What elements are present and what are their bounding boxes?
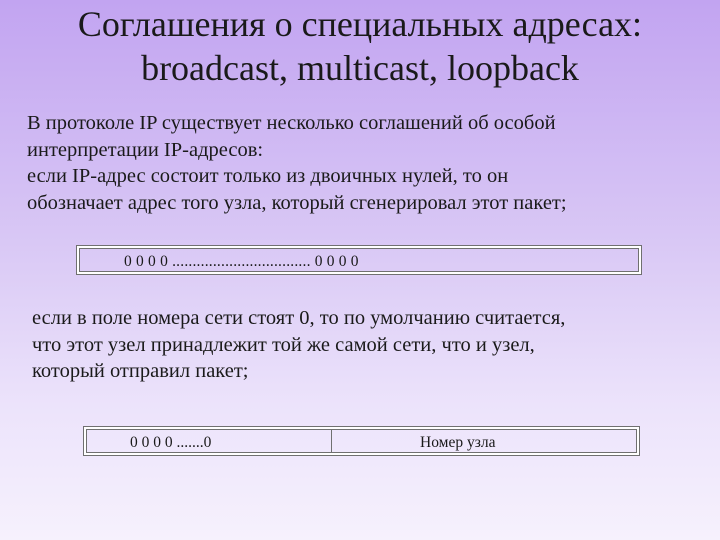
- slide-title-line-1: Соглашения о специальных адресах:: [77, 4, 643, 44]
- paragraph-line: который отправил пакет;: [32, 360, 249, 382]
- paragraph-line: В протоколе IP существует несколько соглашений об особой: [27, 112, 556, 134]
- paragraph-line: обозначает адрес того узла, который сгенерировал этот пакет;: [27, 191, 567, 214]
- paragraph-line: если в поле номера сети стоят 0, то по умолчанию считается,: [32, 307, 566, 329]
- slide-title-line-2: broadcast, multicast, loopback: [141, 48, 579, 88]
- field-divider: [331, 430, 332, 452]
- slide-title: [0, 2, 720, 90]
- paragraph-line: если IP-адрес состоит только из двоичных нулей, то он: [27, 165, 509, 187]
- paragraph-network-zero: [32, 305, 565, 385]
- network-zero-address-diagram: [83, 426, 640, 456]
- paragraph-ip-conventions: [27, 110, 567, 216]
- network-field-zeros: 0 0 0 0 .......0: [130, 434, 212, 451]
- all-zeros-address-text: 0 0 0 0 .................................. 0 0 0 0: [124, 253, 359, 270]
- host-number-field: Номер узла: [420, 434, 496, 451]
- all-zeros-address-diagram: [76, 245, 642, 275]
- paragraph-line: что этот узел принадлежит той же самой сети, что и узел,: [32, 333, 535, 356]
- paragraph-line: интерпретации IP-адресов:: [27, 138, 264, 161]
